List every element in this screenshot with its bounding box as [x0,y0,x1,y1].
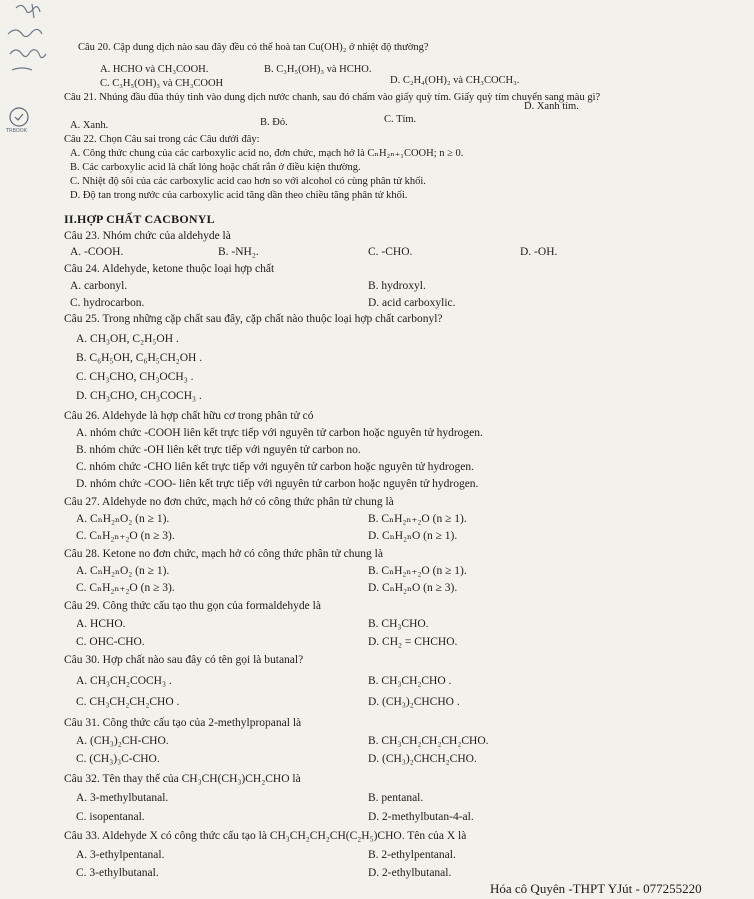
q21-option-d: D. Xanh tím. [524,101,579,112]
q21-stem: Câu 21. Nhúng đầu đũa thủy tinh vào dung dịch nước chanh, sau đó chấm vào giấy quỳ tím. Giấy quỳ tím chuyển sang màu gì? [64,92,601,103]
q32-option-d: D. 2-methylbutan-4-al. [368,811,474,823]
q32-option-c: C. isopentanal. [76,811,145,823]
q33-option-c: C. 3-ethylbutanal. [76,867,159,879]
q26-option-c: C. nhóm chức -CHO liên kết trực tiếp với nguyên tử carbon hoặc nguyên tử hydrogen. [76,461,474,473]
q21-option-a: A. Xanh. [70,120,109,131]
logo-badge-icon [4,104,34,134]
q22-option-d: D. Độ tan trong nước của carboxylic acid tăng dần theo chiều tăng phân tử khối. [70,190,408,201]
q29-option-d: D. CH₂ = CHCHO. [368,636,458,648]
q31-stem: Câu 31. Công thức cấu tạo của 2-methylpropanal là [64,717,302,729]
q21-option-b: B. Đỏ. [260,117,288,128]
q22-stem: Câu 22. Chọn Câu sai trong các Câu dưới đây: [64,134,260,145]
q26-stem: Câu 26. Aldehyde là hợp chất hữu cơ trong phân tử có [64,410,314,422]
q25-option-c: C. CH₃CHO, CH₃OCH₃ . [76,371,194,383]
q33-option-b: B. 2-ethylpentanal. [368,849,456,861]
q25-option-b: B. C₆H₅OH, C₆H₅CH₂OH . [76,352,203,364]
q24-option-b: B. hydroxyl. [368,280,426,292]
q30-stem: Câu 30. Hợp chất nào sau đây có tên gọi là butanal? [64,654,304,666]
q20-stem: Câu 20. Cập dung dịch nào sau đây đều có thể hoà tan Cu(OH)₂ ở nhiệt độ thường? [78,42,429,53]
q26-option-d: D. nhóm chức -COO- liên kết trực tiếp với nguyên tử carbon hoặc nguyên tử hydrogen. [76,478,479,490]
q21-option-c: C. Tím. [384,114,417,125]
q31-option-a: A. (CH₃)₂CH-CHO. [76,735,169,747]
q28-stem: Câu 28. Ketone no đơn chức, mạch hở có công thức phân tử chung là [64,548,383,560]
q22-option-a: A. Công thức chung của các carboxylic acid no, đơn chức, mạch hở là CₙH₂ₙ₊₁COOH; n ≥ 0. [70,148,464,159]
q31-option-d: D. (CH₃)₂CHCH₂CHO. [368,753,477,765]
q24-option-d: D. acid carboxylic. [368,297,456,309]
q23-option-c: C. -CHO. [368,246,413,258]
q32-option-a: A. 3-methylbutanal. [76,792,169,804]
svg-text:TRBOOK: TRBOOK [6,128,28,134]
q27-option-c: C. CₙH₂ₙ₊₂O (n ≥ 3). [76,530,175,542]
q32-option-b: B. pentanal. [368,792,424,804]
q20-option-a: A. HCHO và CH₃COOH. [100,64,209,75]
q31-option-c: C. (CH₃)₃C-CHO. [76,753,160,765]
q32-stem: Câu 32. Tên thay thế của CH₃CH(CH₃)CH₂CHO là [64,773,301,785]
q23-stem: Câu 23. Nhóm chức của aldehyde là [64,230,231,242]
q20-option-b: B. C₃H₅(OH)₃ và HCHO. [264,64,372,75]
q28-option-c: C. CₙH₂ₙ₊₂O (n ≥ 3). [76,582,175,594]
q27-option-a: A. CₙH₂ₙO₂ (n ≥ 1). [76,513,170,525]
q28-option-b: B. CₙH₂ₙ₊₂O (n ≥ 1). [368,565,467,577]
q30-option-a: A. CH₃CH₂COCH₃ . [76,675,172,687]
q27-option-b: B. CₙH₂ₙ₊₂O (n ≥ 1). [368,513,467,525]
q26-option-a: A. nhóm chức -COOH liên kết trực tiếp với nguyên tử carbon hoặc nguyên tử hydrogen. [76,427,483,439]
q30-option-c: C. CH₃CH₂CH₂CHO . [76,696,180,708]
q26-option-b: B. nhóm chức -OH liên kết trực tiếp với nguyên tử carbon no. [76,444,361,456]
q29-stem: Câu 29. Công thức cấu tạo thu gọn của formaldehyde là [64,600,321,612]
q20-option-d: D. C₂H₄(OH)₂ và CH₃COCH₃. [390,75,520,86]
section-heading: II.HỢP CHẤT CACBONYL [64,212,215,226]
q31-option-b: B. CH₃CH₂CH₂CH₂CHO. [368,735,489,747]
q33-option-d: D. 2-ethylbutanal. [368,867,452,879]
q22-option-b: B. Các carboxylic acid là chất lỏng hoặc chất rắn ở điều kiện thường. [70,162,361,173]
q25-option-a: A. CH₃OH, C₂H₅OH . [76,333,179,345]
q22-option-c: C. Nhiệt độ sôi của các carboxylic acid cao hơn so với alcohol có cùng phân tử khối. [70,176,426,187]
q28-option-a: A. CₙH₂ₙO₂ (n ≥ 1). [76,565,170,577]
q28-option-d: D. CₙH₂ₙO (n ≥ 3). [368,582,458,594]
q29-option-b: B. CH₃CHO. [368,618,429,630]
q25-stem: Câu 25. Trong những cặp chất sau đây, cặp chất nào thuộc loại hợp chất carbonyl? [64,313,443,325]
q24-option-c: C. hydrocarbon. [70,297,145,309]
q25-option-d: D. CH₃CHO, CH₃COCH₃ . [76,390,202,402]
q33-option-a: A. 3-ethylpentanal. [76,849,165,861]
q33-stem: Câu 33. Aldehyde X có công thức cấu tạo là CH₃CH₂CH₂CH(C₂H₅)CHO. Tên của X là [64,830,467,842]
q27-option-d: D. CₙH₂ₙO (n ≥ 1). [368,530,458,542]
q23-option-d: D. -OH. [520,246,558,258]
footer-credit: Hóa cô Quyên -THPT YJút - 077255220 [490,881,702,896]
q27-stem: Câu 27. Aldehyde no đơn chức, mạch hở có công thức phân tử chung là [64,496,394,508]
q30-option-d: D. (CH₃)₂CHCHO . [368,696,460,708]
q29-option-c: C. OHC-CHO. [76,636,145,648]
q24-stem: Câu 24. Aldehyde, ketone thuộc loại hợp chất [64,263,275,275]
q23-option-b: B. -NH₂. [218,246,259,258]
q24-option-a: A. carbonyl. [70,280,128,292]
q23-option-a: A. -COOH. [70,246,124,258]
q30-option-b: B. CH₃CH₂CHO . [368,675,452,687]
q29-option-a: A. HCHO. [76,618,126,630]
q20-option-c: C. C₃H₅(OH)₃ và CH₃COOH [100,78,224,89]
